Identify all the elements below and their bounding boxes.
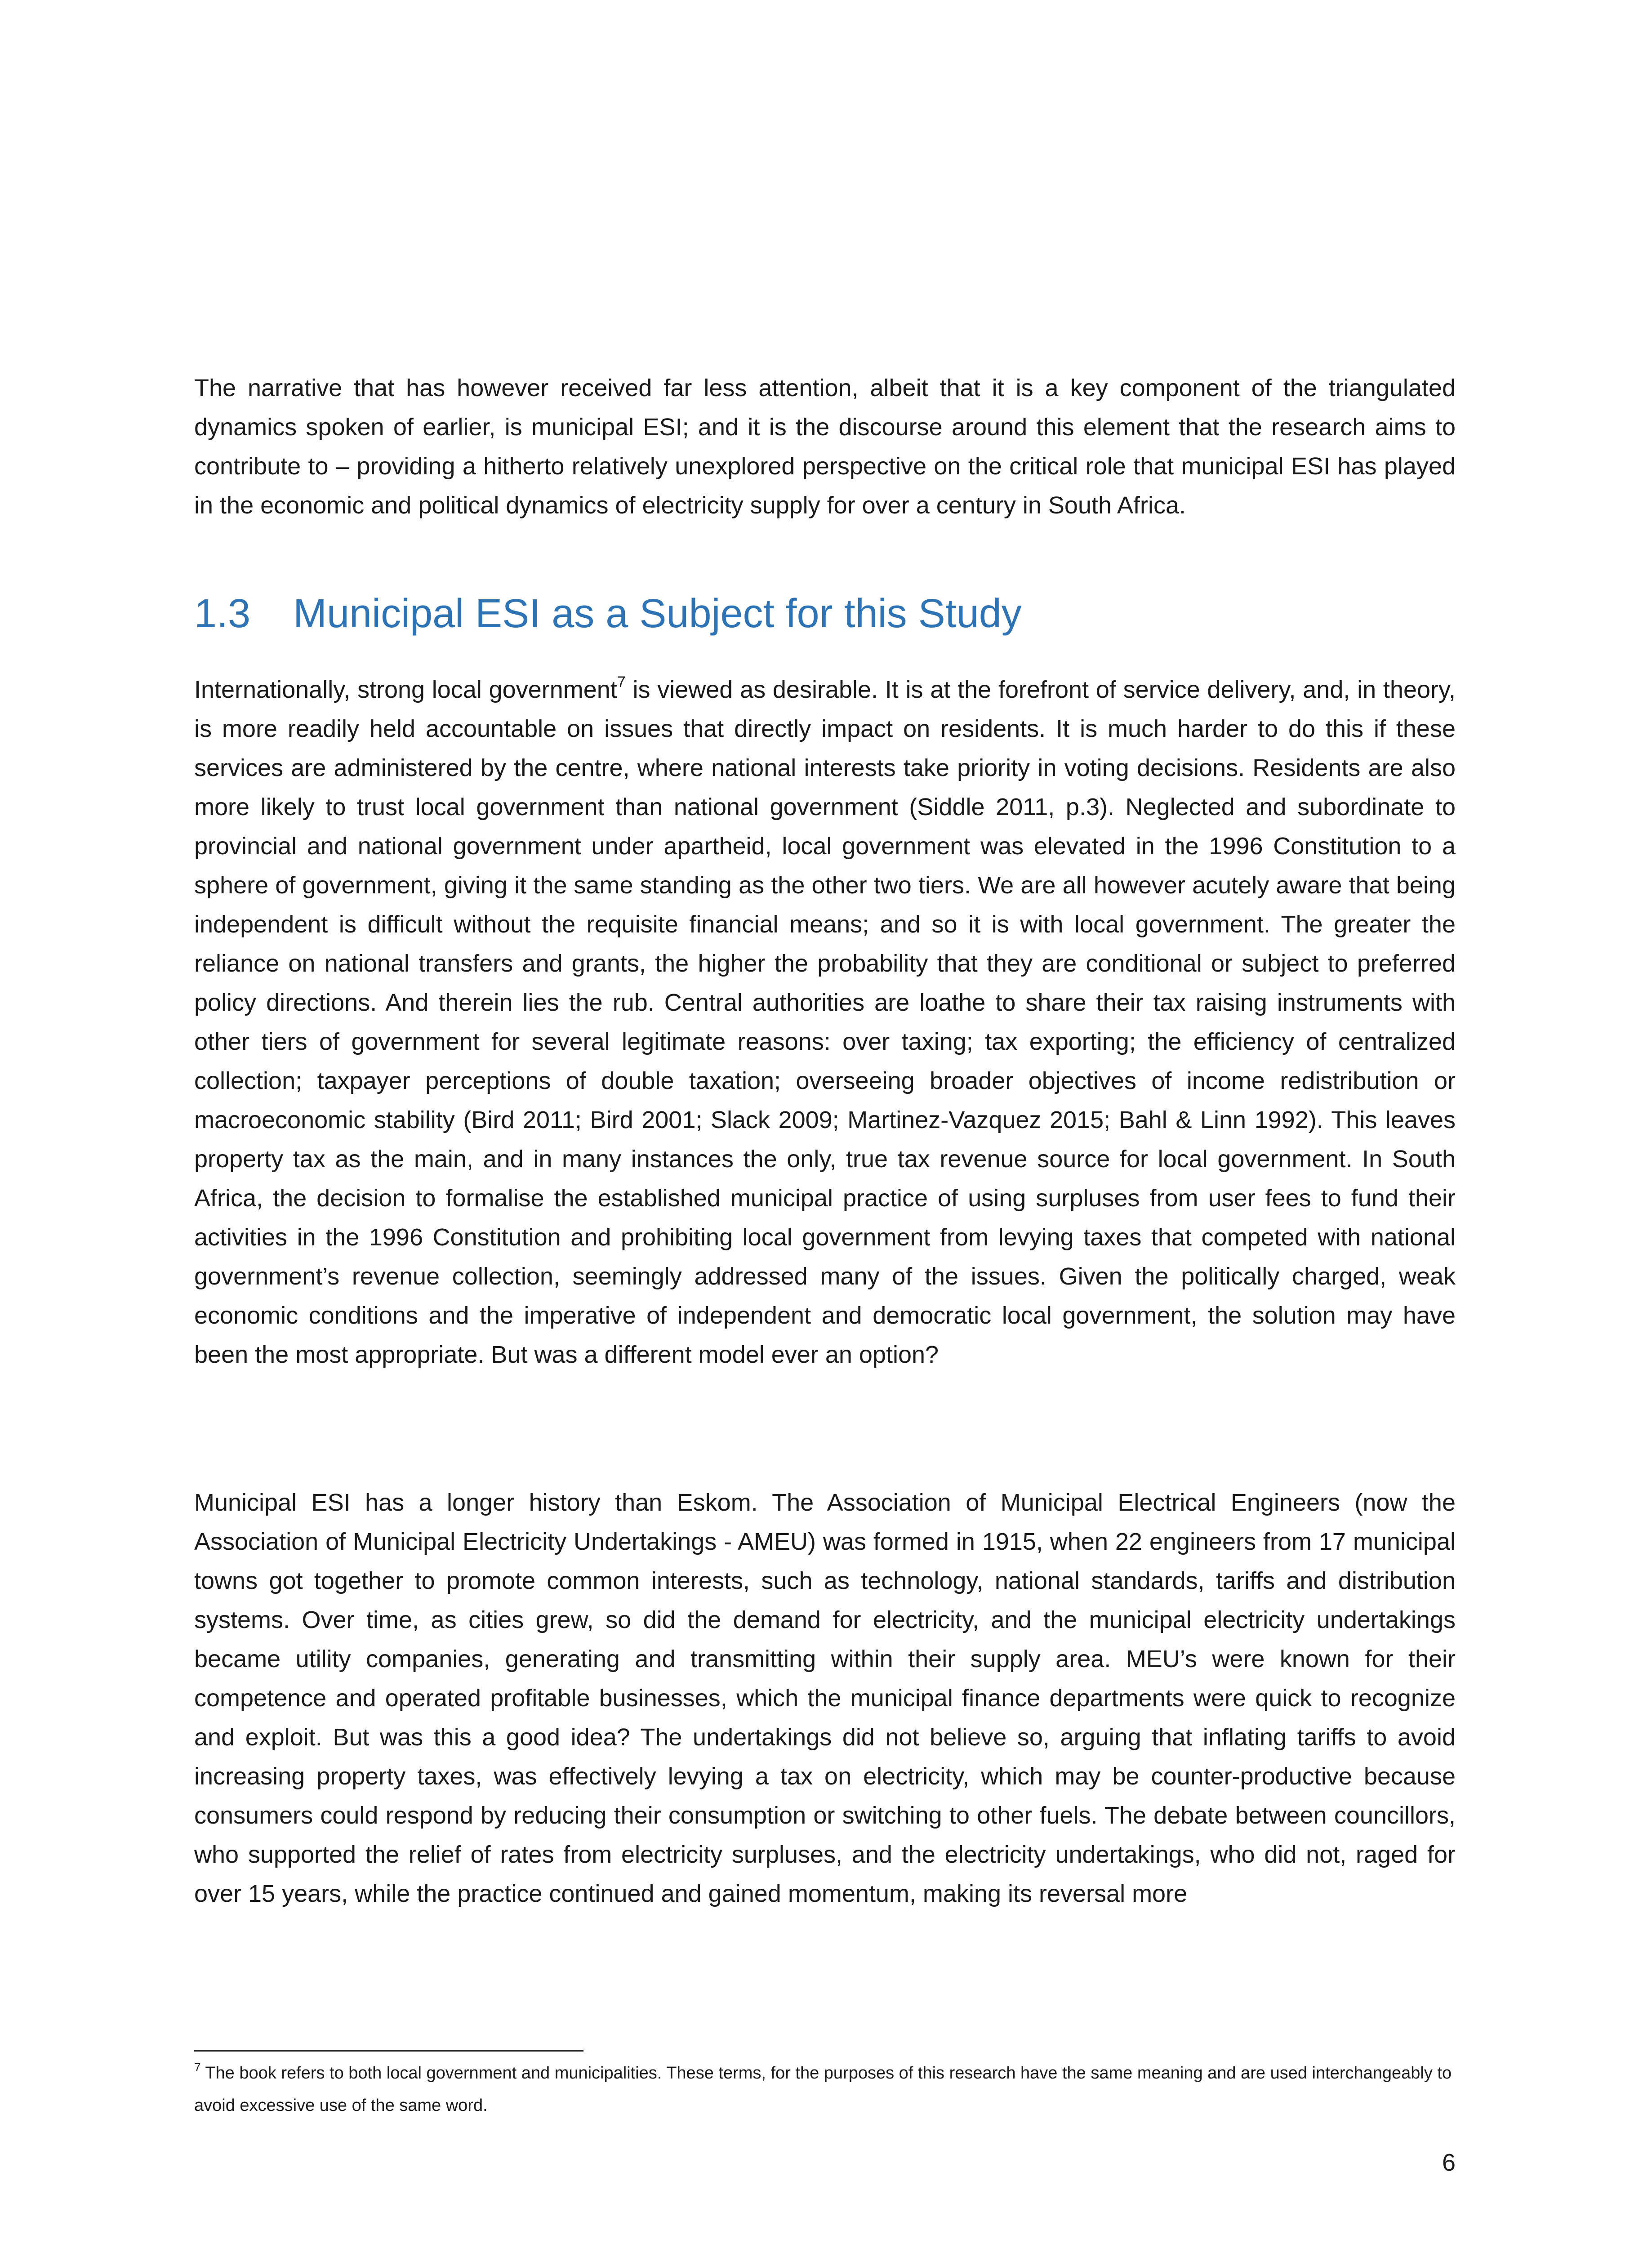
section-heading <box>194 580 1456 647</box>
section-title: Municipal ESI as a Subject for this Study <box>293 591 1022 636</box>
paragraph-2-lead: Internationally, strong local government <box>194 676 617 703</box>
footnote-reference[interactable]: 7 <box>617 674 626 691</box>
footnote-marker: 7 <box>194 2061 201 2074</box>
footnote-text: The book refers to both local government and municipalities. These terms, for the purposes of this research have the same meaning and are used interchangeably to avoid excessive use of the same word. <box>194 2064 1452 2115</box>
section-number: 1.3 <box>194 591 251 636</box>
body-paragraph-2 <box>194 670 1456 1374</box>
footnote-separator <box>194 2050 583 2052</box>
body-paragraph-3: Municipal ESI has a longer history than Eskom. The Association of Municipal Electrical Engineers (now the Association of Municipal Electricity Undertakings - AMEU) was formed in 1915, when 22 engineers from 17 municipal towns got together to promote common interests, such as technology, national standards, tariffs and distribution systems. Over time, as cities grew, so did the demand for electricity, and the municipal electricity undertakings became utility companies, generating and transmitting within their supply area. MEU’s were known for their competence and operated profitable businesses, which the municipal finance departments were quick to recognize and exploit. But was this a good idea? The undertakings did not believe so, arguing that inflating tariffs to avoid increasing property taxes, was effectively levying a tax on electricity, which may be counter-productive because consumers could respond by reducing their consumption or switching to other fuels. The debate between councillors, who supported the relief of rates from electricity surpluses, and the electricity undertakings, who did not, raged for over 15 years, while the practice continued and gained momentum, making its reversal more <box>194 1489 1456 1907</box>
footnote <box>194 2057 1456 2122</box>
page-number: 6 <box>1442 2149 1456 2176</box>
body-paragraph-1: The narrative that has however received far less attention, albeit that it is a key component of the triangulated dynamics spoken of earlier, is municipal ESI; and it is the discourse around this element that the research aims to contribute to – providing a hitherto relatively unexplored perspective on the critical role that municipal ESI has played in the economic and political dynamics of electricity supply for over a century in South Africa. <box>194 375 1456 519</box>
paragraph-2-body: is viewed as desirable. It is at the forefront of service delivery, and, in theory, is more readily held accountable on issues that directly impact on residents. It is much harder to do this if these services are administered by the centre, where national interests take priority in voting decisions. Residents are also more likely to trust local government than national government (Siddle 2011, p.3). Neglected and subordinate to provincial and national government under apartheid, local government was elevated in the 1996 Constitution to a sphere of government, giving it the same standing as the other two tiers. We are all however acutely aware that being independent is difficult without the requisite financial means; and so it is with local government. The greater the reliance on national transfers and grants, the higher the probability that they are conditional or subject to preferred policy directions. And therein lies the rub. Central authorities are loathe to share their tax raising instruments with other tiers of government for several legitimate reasons: over taxing; tax exporting; the efficiency of centralized collection; taxpayer perceptions of double taxation; overseeing broader objectives of income redistribution or macroeconomic stability (Bird 2011; Bird 2001; Slack 2009; Martinez-Vazquez 2015; Bahl & Linn 1992). This leaves property tax as the main, and in many instances the only, true tax revenue source for local government. In South Africa, the decision to formalise the established municipal practice of using surpluses from user fees to fund their activities in the 1996 Constitution and prohibiting local government from levying taxes that competed with national government’s revenue collection, seemingly addressed many of the issues. Given the politically charged, weak economic conditions and the imperative of independent and democratic local government, the solution may have been the most appropriate. But was a different model ever an option? <box>194 676 1456 1368</box>
